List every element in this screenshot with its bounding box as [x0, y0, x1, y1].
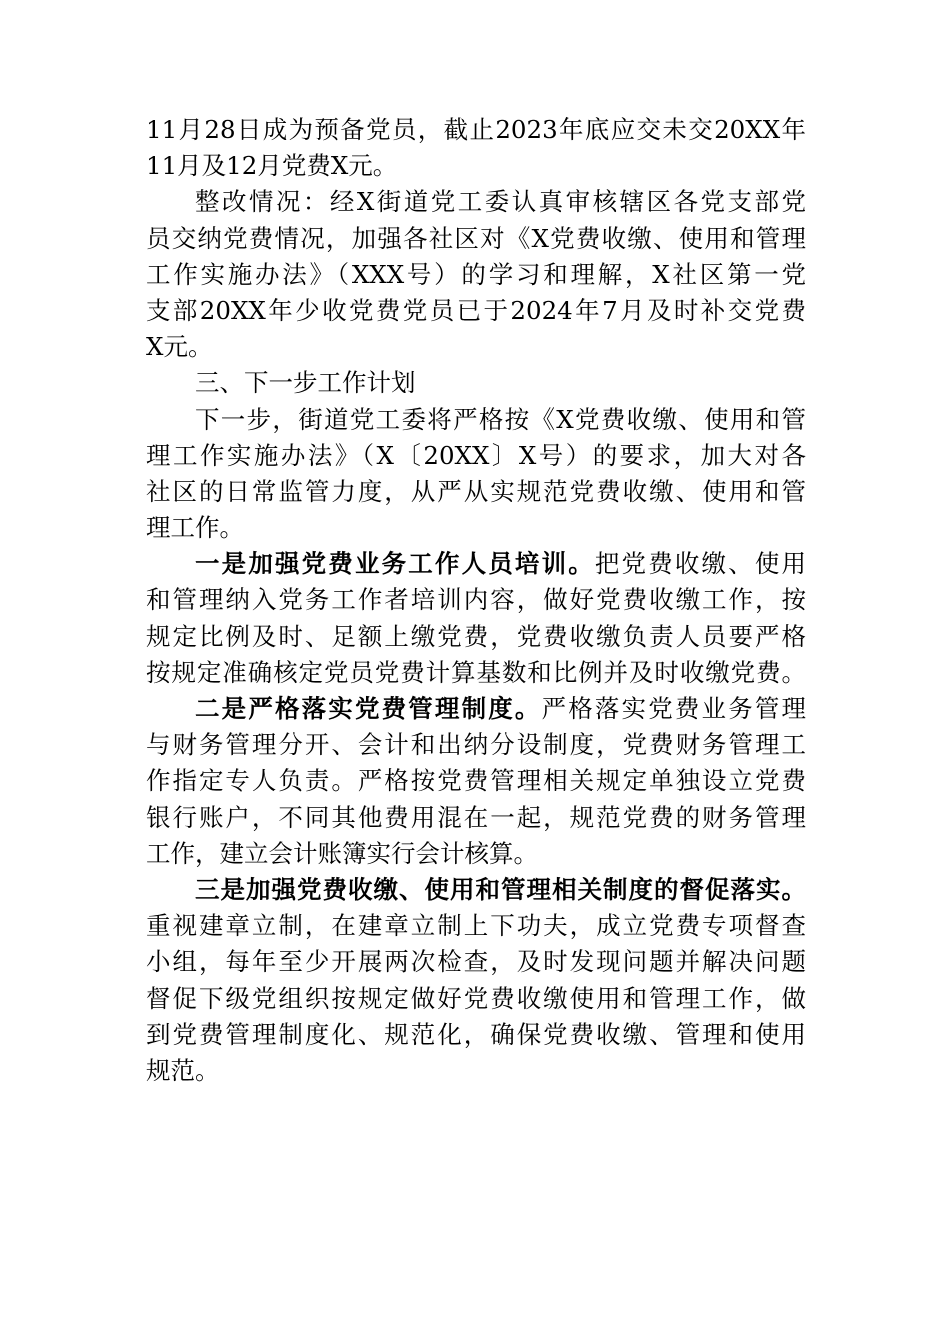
text-line: 督促下级党组织按规定做好党费收缴使用和管理工作，做 [146, 983, 806, 1013]
section-heading: 三、下一步工作计划 [195, 368, 416, 398]
text-line: 支部20XX年少收党费党员已于2024年7月及时补交党费 [146, 295, 806, 325]
plan-item-1 [146, 546, 806, 691]
text-line: 下一步，街道党工委将严格按《X党费收缴、使用和管 [195, 404, 806, 434]
text-line: 整改情况：经X街道党工委认真审核辖区各党支部党 [195, 187, 806, 217]
text-line: 规定比例及时、足额上缴党费，党费收缴负责人员要严格 [146, 621, 806, 651]
text-line [146, 691, 806, 727]
text-line: 理工作。 [146, 513, 244, 543]
text-line: 员交纳党费情况，加强各社区对《X党费收缴、使用和管理 [146, 223, 806, 253]
text-line: X元。 [146, 332, 213, 362]
text-line: 作指定专人负责。严格按党费管理相关规定单独设立党费 [146, 766, 806, 796]
text-line: 工作，建立会计账簿实行会计核算。 [146, 838, 538, 868]
plan-item-3 [146, 872, 806, 1089]
item-lead-bold: 三是加强党费收缴、使用和管理相关制度的督促落实。 [195, 874, 806, 904]
text-line: 理工作实施办法》（X〔20XX〕X号）的要求，加大对各 [146, 440, 806, 470]
item-lead-bold: 一是加强党费业务工作人员培训。 [195, 549, 595, 579]
text-line: 社区的日常监管力度，从严从实规范党费收缴、使用和管 [146, 476, 806, 506]
text-line: 重视建章立制，在建章立制上下功夫，成立党费专项督查 [146, 911, 806, 941]
text-line: 与财务管理分开、会计和出纳分设制度，党费财务管理工 [146, 730, 806, 760]
text-line [146, 546, 806, 582]
text-line: 小组，每年至少开展两次检查，及时发现问题并解决问题 [146, 947, 806, 977]
item-lead-bold: 二是严格落实党费管理制度。 [195, 694, 542, 723]
next-steps-paragraph [146, 402, 806, 547]
item-lead-rest: 严格落实党费业务管理 [541, 694, 807, 723]
text-line: 11月28日成为预备党员，截止2023年底应交未交20XX年 [146, 115, 806, 144]
continuation-paragraph [146, 112, 806, 184]
text-line: 和管理纳入党务工作者培训内容，做好党费收缴工作，按 [146, 585, 806, 615]
text-line: 工作实施办法》（XXX号）的学习和理解，X社区第一党 [146, 259, 806, 289]
text-line: 银行账户，不同其他费用混在一起，规范党费的财务管理 [146, 802, 806, 832]
rectification-paragraph [146, 184, 806, 365]
text-line: 11月及12月党费X元。 [146, 151, 398, 181]
text-line: 到党费管理制度化、规范化，确保党费收缴、管理和使用 [146, 1019, 806, 1049]
item-lead-rest: 把党费收缴、使用 [594, 549, 807, 579]
document-body [146, 112, 806, 1089]
text-line: 按规定准确核定党员党费计算基数和比例并及时收缴党费。 [146, 657, 806, 687]
text-line: 规范。 [146, 1055, 220, 1085]
plan-item-2 [146, 691, 806, 872]
